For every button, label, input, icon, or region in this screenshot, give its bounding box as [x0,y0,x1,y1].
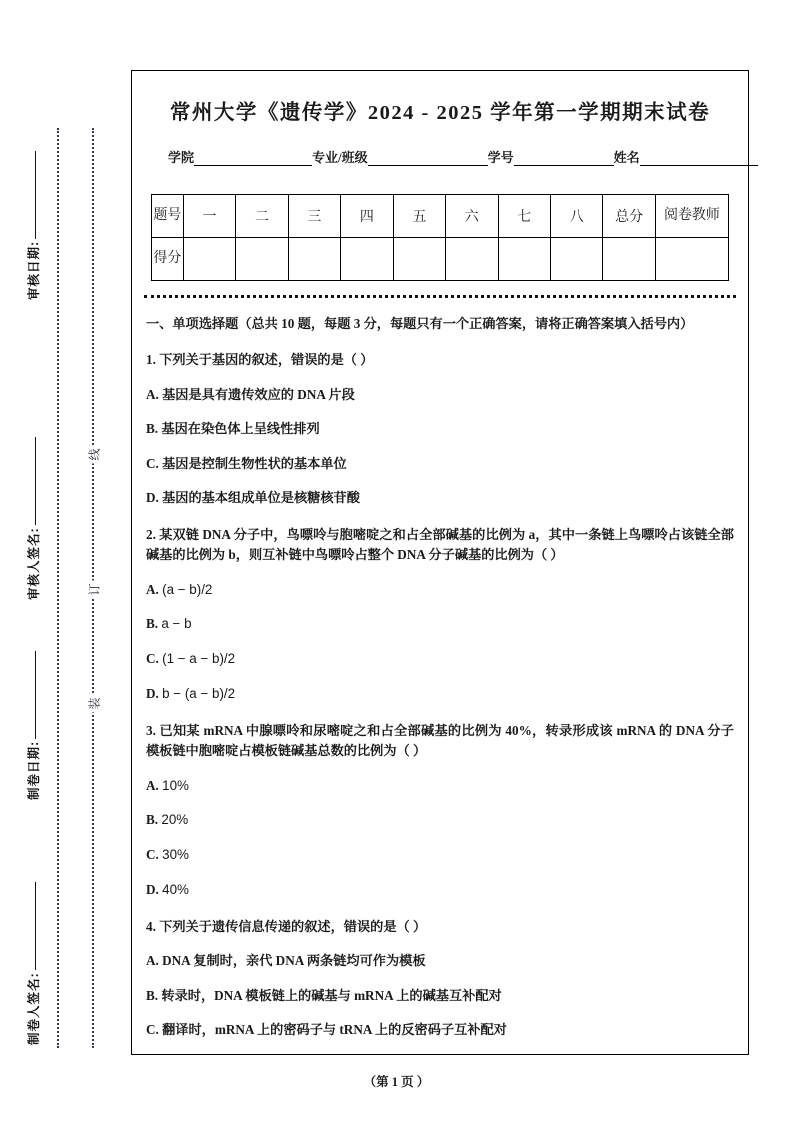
column-header-6: 六 [446,195,498,238]
table-row-scores [152,238,729,281]
question-body [146,314,734,1040]
question-2-option-c-label: C. [146,651,159,667]
question-1-stem: 1. 下列关于基因的叙述，错误的是（ ） [146,352,374,368]
question-1-option-b-label: B. [146,421,159,437]
score-table [151,194,729,281]
field-name-input[interactable] [640,152,758,166]
score-cell-3[interactable] [288,238,340,281]
column-header-total: 总分 [603,195,655,238]
dotted-divider [144,295,736,298]
question-1-option-d-label: D. [146,490,159,506]
question-3-option-c-text: 30% [162,847,189,863]
table-row-question-numbers [152,195,729,238]
question-1-option-a-text: 基因是具有遗传效应的 DNA 片段 [162,386,355,402]
margin-label-review-date [24,0,42,300]
question-4-option-c-text: 翻译时，mRNA 上的密码子与 tRNA 上的反密码子互补配对 [162,1022,507,1038]
question-3-option-b-text: 20% [161,812,189,828]
section-heading-multiple-choice: 一、单项选择题（总共 10 题，每题 3 分，每题只有一个正确答案，请将正确答案填入括号内） [146,316,694,331]
fold-mark-ding: 订 [83,581,106,599]
column-header-1: 一 [183,195,235,238]
question-2-stem: 2. 某双链 DNA 分子中，鸟嘌呤与胞嘧啶之和占全部碱基的比例为 a，其中一条链上鸟嘌呤占该链全部碱基的比例为 b，则互补链中鸟嘌呤占整个 DNA 分子碱基的比例为（ ） [146,526,734,563]
margin-rule [35,882,36,970]
question-2-option-d[interactable] [146,684,734,705]
question-2-option-c-text: (1 − a − b)/2 [162,651,236,667]
question-3-option-c-label: C. [146,847,159,863]
question-4-option-b-label: B. [146,987,159,1003]
score-cell-5[interactable] [393,238,445,281]
question-4-option-c[interactable] [146,1020,734,1040]
column-header-4: 四 [341,195,393,238]
question-3-option-a-text: 10% [162,777,189,793]
margin-label-producer-signature-text: 制卷人签名: [27,972,41,1045]
row-label-question-number: 题号 [152,195,184,238]
column-header-5: 五 [393,195,445,238]
question-4-option-a[interactable] [146,951,734,971]
question-2-option-b[interactable] [146,614,734,635]
score-cell-8[interactable] [550,238,602,281]
score-cell-total[interactable] [603,238,655,281]
question-3-option-b-label: B. [146,812,159,828]
question-1-option-d[interactable] [146,488,734,508]
margin-label-producer-signature [24,745,42,1045]
field-student-id-input[interactable] [514,152,614,166]
question-4-option-a-text: DNA 复制时，亲代 DNA 两条链均可作为模板 [162,953,426,969]
question-4-option-b[interactable] [146,986,734,1006]
question-3-option-c[interactable] [146,845,734,866]
question-4-option-b-text: 转录时，DNA 模板链上的碱基与 mRNA 上的碱基互补配对 [161,987,502,1003]
row-label-score: 得分 [152,238,184,281]
column-header-7: 七 [498,195,550,238]
fold-mark-zhuang: 装 [83,695,106,713]
field-major-class-input[interactable] [368,152,488,166]
question-2-option-a[interactable] [146,580,734,601]
question-3-option-b[interactable] [146,810,734,831]
score-cell-6[interactable] [446,238,498,281]
dashed-line-outer [57,128,59,1048]
question-4-stem: 4. 下列关于遗传信息传递的叙述，错误的是（ ） [146,918,427,934]
student-info-line [168,147,730,166]
score-cell-7[interactable] [498,238,550,281]
column-header-8: 八 [550,195,602,238]
question-1-option-c-label: C. [146,455,159,471]
question-3-stem: 3. 已知某 mRNA 中腺嘌呤和尿嘧啶之和占全部碱基的比例为 40%，转录形成该 mRNA 的 DNA 分子模板链中胞嘧啶占模板链碱基总数的比例为（ ） [146,722,734,759]
margin-label-produce-date-text: 制卷日期: [27,740,41,800]
margin-label-review-date-text: 审核日期: [27,240,41,300]
question-1-option-b[interactable] [146,419,734,439]
column-header-2: 二 [236,195,288,238]
field-college-label: 学院 [168,150,195,165]
score-cell-grader[interactable] [655,238,728,281]
fold-mark-xian: 线 [83,446,106,464]
margin-rule [35,151,36,239]
question-4-option-c-label: C. [146,1022,159,1038]
question-2-option-d-text: b − (a − b)/2 [162,685,236,701]
question-3-option-a[interactable] [146,776,734,797]
field-college-input[interactable] [194,152,312,166]
field-major-class-label: 专业/班级 [312,150,368,165]
question-2-option-b-label: B. [146,616,159,632]
question-2-option-d-label: D. [146,685,159,701]
question-1-option-a[interactable] [146,385,734,405]
question-4-option-a-label: A. [146,953,159,969]
exam-paper-frame [131,70,749,1055]
margin-label-reviewer-signature-text: 审核人签名: [27,527,41,600]
field-major-class [312,147,488,166]
field-student-id [488,147,614,166]
question-1-option-c[interactable] [146,454,734,474]
page-title: 常州大学《遗传学》2024 - 2025 学年第一学期期末试卷 [169,102,711,124]
column-header-grader: 阅卷教师 [655,195,728,238]
question-3-option-d-text: 40% [162,881,189,897]
field-student-id-label: 学号 [487,150,514,165]
score-cell-4[interactable] [341,238,393,281]
field-name [614,147,758,166]
question-2-option-c[interactable] [146,649,734,670]
question-3-option-a-label: A. [146,777,159,793]
question-3-option-d-label: D. [146,881,159,897]
left-margin-strip [0,0,130,1122]
question-3-option-d[interactable] [146,880,734,901]
margin-rule [35,651,36,739]
field-college [168,147,312,166]
question-1-option-b-text: 基因在染色体上呈线性排列 [161,421,320,437]
question-2-option-a-label: A. [146,581,159,597]
field-name-label: 姓名 [613,150,640,165]
page-footer: （第 1 页 ） [363,1075,430,1089]
column-header-3: 三 [288,195,340,238]
question-1-option-c-text: 基因是控制生物性状的基本单位 [162,455,347,471]
score-cell-2[interactable] [236,238,288,281]
score-cell-1[interactable] [183,238,235,281]
question-2-option-a-text: (a − b)/2 [162,581,213,597]
question-1-option-a-label: A. [146,386,159,402]
question-2-option-b-text: a − b [161,616,192,632]
question-1-option-d-text: 基因的基本组成单位是核糖核苷酸 [162,490,360,506]
